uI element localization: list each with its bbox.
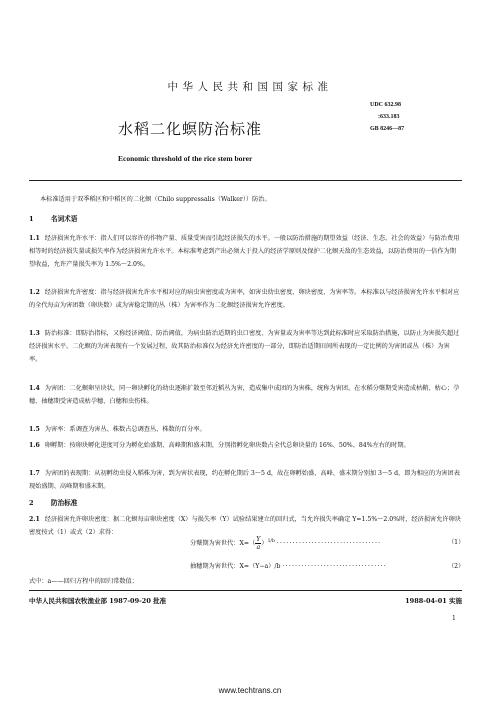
paragraph-1-1: [29, 233, 462, 271]
section-number: 1: [29, 215, 34, 223]
section-title: 名词术语: [51, 215, 78, 223]
clause-text: 为害团：二化螟卵呈块状，同一卵块孵化的幼虫逐渐扩散至邻近稻丛为害，造成集中成团的为害株，统称为害团。在水稻分蘖期受害造成枯鞘、枯心；孕穗、抽穗期受害造成枯孕穗、白穗和虫伤株。: [29, 385, 460, 405]
clause-text: 经济损害允许水平：指人们可以容许的作物产量、质量受害而引起经济损失的水平。一般以防治措施的期望效益（经济、生态、社会的效益）与防治费用相等时的经济损失量或损失率作为经济损害允许水平。本标准考虑到产出必须大于投入的经济学原则及保护二化螟天敌的生态效益，以防治费用的一倍作为期望收益，允许产量损失率为 1.5%～2.0%。: [29, 235, 460, 268]
paragraph-1-4: [29, 383, 462, 409]
udc-code: UDC 632.98: [370, 102, 401, 108]
paragraph-1-5: [29, 424, 462, 437]
standard-title-cn: 水稻二化螟防治标准: [118, 120, 263, 138]
clause-text: 经济损害允许卵块密度：据二化螟每亩卵块密度（X）与损失率（Y）试验结果建立的回归式，当允许损失率确定 Y=1.5%～2.0%时，经济损害允许卵块密度按式（1）或式（2）求得：: [29, 516, 461, 536]
section-1-heading: [29, 213, 77, 223]
fraction-denominator: a: [256, 544, 261, 551]
paragraph-1-7: [29, 468, 462, 494]
paragraph-1-3: [29, 328, 462, 366]
leader-dots: ·································: [282, 563, 387, 570]
gb-number: GB 8246—87: [370, 126, 405, 132]
clause-number: 1.5: [29, 426, 40, 433]
website-watermark: www.techtrans.cn: [218, 686, 282, 695]
fraction-numerator: Y: [256, 536, 261, 543]
formula-1-exponent: 1/b: [267, 538, 275, 544]
formula-1-close: ）: [261, 540, 268, 547]
scope-statement: 本标准适用于双季稻区和中稻区的二化螟（Chilo suppressalis（Walker））防治。: [40, 196, 271, 203]
implementation-date: 1988-04-01 实施: [405, 597, 462, 605]
header-divider: [29, 180, 462, 181]
approval-date: 中华人民共和国农牧渔业部 1987-09-20 批准: [29, 597, 167, 605]
footer-divider: [29, 590, 462, 591]
section-2-heading: [29, 497, 77, 507]
clause-text: 经济损害允许密度：指与经济损害允许水平相对应的病虫害密度或为害率，如害虫幼虫密度、卵块密度、为害率等。本标准以与经济损害允许水平相对应的全代每亩为害团数（卵块数）或为害稳定期的丛（株）为害率作为二化螟经济损害允许密度。: [29, 289, 460, 309]
formula-2-text: 抽穗期为害世代：X=（Y−a）/b: [190, 563, 281, 570]
equation-number-2: （2）: [448, 563, 465, 570]
clause-text: 为害率：系调查为害丛、株数占总调查丛、株数的百分率。: [44, 426, 206, 433]
clause-text: 卵孵期：按卵块孵化进度可分为孵化始盛期、高峰期和盛末期，分别指孵化卵块数占全代总卵块量的 16%、50%、84%左右的时期。: [44, 442, 410, 449]
issuing-authority: 中华人民共和国国家标准: [167, 81, 333, 93]
classification-codes: [370, 99, 450, 135]
udc-subcode: :633.183: [378, 114, 400, 120]
formula-2: [190, 561, 387, 570]
standard-title-en: Economic threshold of the rice stem borer: [118, 154, 253, 163]
paragraph-1-2: [29, 287, 462, 313]
section-title: 防治标准: [51, 499, 78, 507]
formula-note: 式中：a——回归方程中的回归常数值；: [29, 578, 138, 585]
section-number: 2: [29, 499, 34, 507]
clause-number: 1.2: [29, 289, 40, 296]
paragraph-1-6: [29, 440, 462, 453]
clause-number: 1.6: [29, 442, 40, 449]
leader-dots: ·································: [276, 540, 382, 547]
clause-text: 防治标准：即防治指标，又称经济阈值、防治阈值，为病虫防治适期的虫口密度、为害量或为害率等达到此标准时应采取防治措施，以防止为害损失超过经济损害水平。二化螟的为害表现有一个发展过程，故其防治标准仅为经济允许密度的一部分，即防治适期田间所表现的一定比例的为害团或丛（株）为害率。: [29, 330, 460, 363]
clause-number: 1.3: [29, 330, 40, 337]
formula-1-label: 分蘖期为害世代：X=（: [190, 540, 256, 547]
clause-number: 1.4: [29, 385, 40, 392]
formula-1: [190, 536, 381, 551]
clause-number: 1.7: [29, 470, 40, 477]
equation-number-1: （1）: [448, 539, 465, 546]
clause-text: 为害团的表现期：从初孵幼虫侵入稻株为害，到为害状表现，约在孵化期后 3～5 d，故在卵孵始盛、高峰、盛末期分别加 3～5 d，即为相应的为害团表现始盛期、高峰期和盛末期。: [29, 470, 460, 490]
page-number: 1: [452, 615, 456, 622]
clause-number: 2.1: [29, 516, 40, 523]
clause-number: 1.1: [29, 235, 40, 242]
